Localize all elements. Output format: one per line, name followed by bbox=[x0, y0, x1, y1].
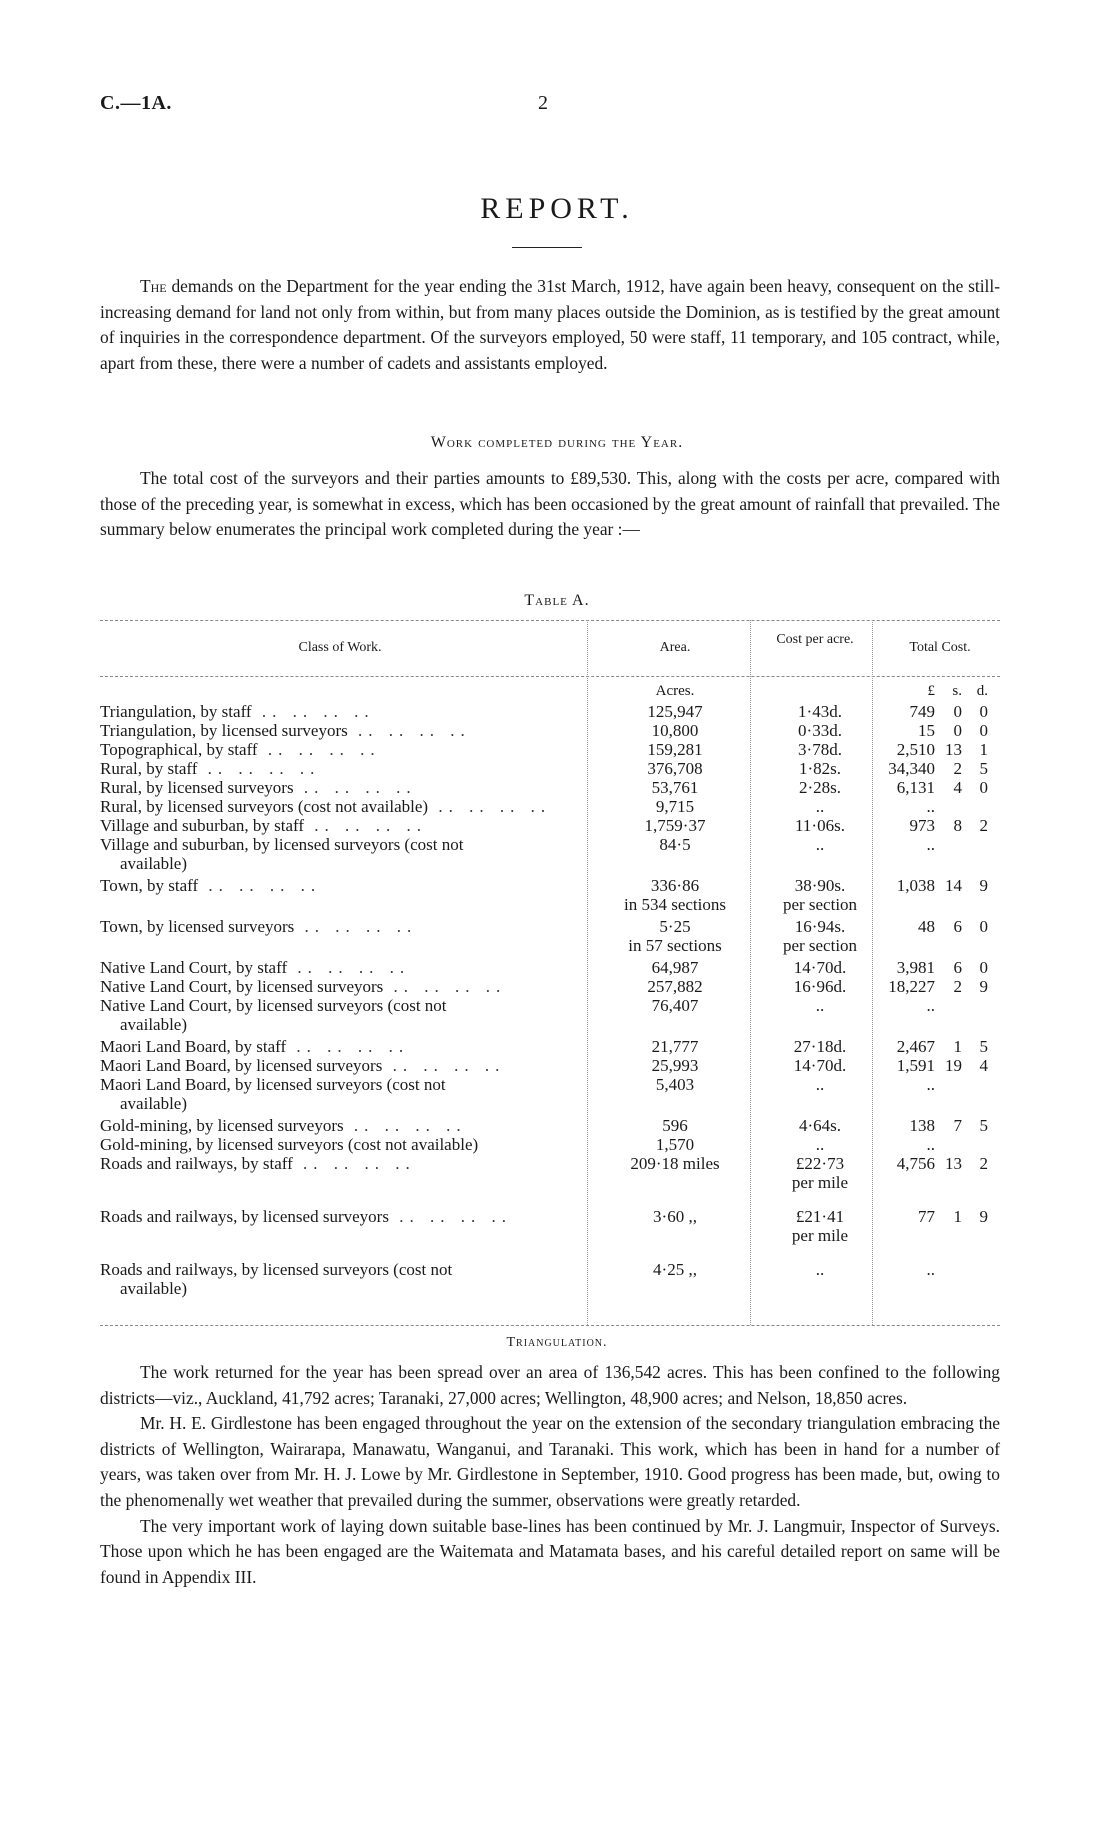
table-row-area: 376,708 bbox=[647, 759, 703, 778]
table-row-pence: 0 bbox=[979, 702, 988, 721]
page-number: 2 bbox=[538, 92, 548, 114]
table-row-class bbox=[100, 835, 580, 873]
class-of-work-continuation: available) bbox=[120, 854, 188, 873]
table-row-shillings: 19 bbox=[945, 1056, 962, 1075]
leader-dots: .. .. .. .. bbox=[251, 702, 375, 721]
table-row-pence: 4 bbox=[979, 1056, 988, 1075]
table-row-shillings: 0 bbox=[953, 721, 962, 740]
table-row-class bbox=[100, 1154, 580, 1173]
table-row-cost-note: per mile bbox=[791, 1226, 849, 1245]
table-row-pence: 5 bbox=[979, 1037, 988, 1056]
table-row-shillings: 0 bbox=[953, 702, 962, 721]
unit-pounds: £ bbox=[927, 683, 935, 699]
table-row-area: 257,882 bbox=[647, 977, 703, 996]
unit-pence: d. bbox=[976, 683, 988, 699]
class-of-work-text: Native Land Court, by licensed surveyors bbox=[100, 977, 384, 996]
table-row-pounds: 4,756 bbox=[896, 1154, 935, 1173]
table-row-pence: 0 bbox=[979, 917, 988, 936]
table-row-pounds: 3,981 bbox=[896, 958, 935, 977]
table-row-shillings: 1 bbox=[953, 1207, 962, 1226]
table-row-pounds: .. bbox=[926, 1135, 935, 1154]
class-of-work-text: Roads and railways, by licensed surveyors (cost not bbox=[100, 1260, 453, 1279]
table-row-pence: 0 bbox=[979, 958, 988, 977]
table-row-cost: 4·64s. bbox=[798, 1116, 842, 1135]
table-bottom-rule bbox=[100, 1325, 1000, 1326]
table-row-pence: 0 bbox=[979, 778, 988, 797]
class-of-work-text: Rural, by licensed surveyors bbox=[100, 778, 294, 797]
table-row-pounds: 48 bbox=[918, 917, 935, 936]
table-row-cost: .. bbox=[815, 1075, 825, 1094]
class-of-work-text: Native Land Court, by staff bbox=[100, 958, 288, 977]
table-row-class bbox=[100, 816, 580, 835]
table-row-area: 64,987 bbox=[651, 958, 699, 977]
table-row-area: 84·5 bbox=[659, 835, 691, 854]
leader-dots: .. .. .. .. bbox=[304, 816, 428, 835]
table-row-class bbox=[100, 917, 580, 936]
table-row-pounds: 138 bbox=[909, 1116, 935, 1135]
triangulation-paragraph: The very important work of laying down suitable base-lines has been continued by Mr. J. Langmuir, Inspector of Surveys. Those upon which he has been engaged are the Waitemata and Matamata bases, and his careful detailed report on same will be found in Appendix III. bbox=[100, 1515, 1000, 1587]
table-row-class bbox=[100, 702, 580, 721]
table-title: Table A. bbox=[524, 592, 590, 609]
table-row-class bbox=[100, 1116, 580, 1135]
class-of-work-text: Roads and railways, by licensed surveyors bbox=[100, 1207, 389, 1226]
table-row-pounds: 15 bbox=[918, 721, 935, 740]
table-row-shillings: 14 bbox=[945, 876, 962, 895]
class-of-work-text: Rural, by staff bbox=[100, 759, 198, 778]
header-cost-per-acre: Cost per acre. bbox=[776, 632, 854, 647]
intro-paragraph-block bbox=[100, 274, 1000, 376]
table-row-pounds: 973 bbox=[909, 816, 935, 835]
table-row-class bbox=[100, 759, 580, 778]
table-row-cost: .. bbox=[815, 835, 825, 854]
leader-dots: .. .. .. .. bbox=[293, 778, 417, 797]
table-row-pounds: 18,227 bbox=[888, 977, 935, 996]
table-row-area: 1,759·37 bbox=[644, 816, 706, 835]
leader-dots: .. .. .. .. bbox=[286, 1037, 410, 1056]
table-row-pence: 5 bbox=[979, 759, 988, 778]
table-row-class bbox=[100, 958, 580, 977]
table-row-pence: 2 bbox=[979, 816, 988, 835]
table-row-pounds: .. bbox=[926, 797, 935, 816]
table-row-cost-note: per section bbox=[782, 936, 858, 955]
header-class-of-work: Class of Work. bbox=[298, 640, 382, 655]
table-row-pounds: 749 bbox=[909, 702, 935, 721]
leader-dots: .. .. .. .. bbox=[343, 1116, 467, 1135]
class-of-work-text: Topographical, by staff bbox=[100, 740, 258, 759]
header-total-cost: Total Cost. bbox=[909, 640, 971, 655]
class-of-work-text: Native Land Court, by licensed surveyors (cost not bbox=[100, 996, 447, 1015]
table-row-area: 5·25 bbox=[659, 917, 691, 936]
intro-paragraph-text: demands on the Department for the year ending the 31st March, 1912, have again been heavy, consequent on the still-increasing demand for land not only from within, but from many places outside the Dominion, as is testified by the great amount of inquiries in the correspondence department. Of the surveyors employed, 50 were staff, 11 temporary, and 105 contract, while, apart from these, there were a number of cadets and assistants employed. bbox=[100, 276, 1000, 373]
table-header-rule bbox=[100, 676, 1000, 677]
class-of-work-text: Gold-mining, by licensed surveyors bbox=[100, 1116, 344, 1135]
table-row-pounds: 1,591 bbox=[896, 1056, 935, 1075]
class-of-work-text: Village and suburban, by licensed surveyors (cost not bbox=[100, 835, 464, 854]
table-row-cost: 38·90s. bbox=[794, 876, 846, 895]
triangulation-paragraph: The work returned for the year has been spread over an area of 136,542 acres. This has been confined to the following districts—viz., Auckland, 41,792 acres; Taranaki, 27,000 acres; Wellington, 48,900 acres; and Nelson, 18,850 acres. bbox=[100, 1362, 1000, 1408]
leader-dots: .. .. .. .. bbox=[388, 1207, 512, 1226]
table-row-cost: 2·28s. bbox=[798, 778, 842, 797]
table-row-shillings: 2 bbox=[953, 759, 962, 778]
table-row-class bbox=[100, 1207, 580, 1226]
table-row-pence: 9 bbox=[979, 876, 988, 895]
table-column-divider bbox=[587, 620, 588, 1325]
table-row-area: 1,570 bbox=[655, 1135, 695, 1154]
table-row-area: 4·25 ,, bbox=[653, 1260, 697, 1279]
table-row-area: 5,403 bbox=[655, 1075, 695, 1094]
table-row-class bbox=[100, 1135, 580, 1154]
table-row-area: 336·86 bbox=[650, 876, 700, 895]
table-row-class bbox=[100, 740, 580, 759]
table-row-shillings: 13 bbox=[945, 1154, 962, 1173]
table-row-area: 9,715 bbox=[655, 797, 695, 816]
unit-acres: Acres. bbox=[655, 683, 695, 699]
intro-paragraph bbox=[100, 274, 1000, 376]
table-row-area: 125,947 bbox=[647, 702, 703, 721]
table-row-cost: 14·70d. bbox=[793, 958, 847, 977]
work-paragraph-block bbox=[100, 466, 1000, 543]
work-completed-heading: Work completed during the Year. bbox=[430, 434, 684, 451]
table-row-pounds: 1,038 bbox=[896, 876, 935, 895]
table-row-area: 25,993 bbox=[651, 1056, 699, 1075]
table-row-class bbox=[100, 1260, 580, 1298]
class-of-work-text: Rural, by licensed surveyors (cost not available) bbox=[100, 797, 429, 816]
table-row-area: 596 bbox=[662, 1116, 688, 1135]
table-row-shillings: 6 bbox=[953, 917, 962, 936]
table-row-cost: 11·06s. bbox=[795, 816, 845, 835]
class-of-work-continuation: available) bbox=[120, 1015, 188, 1034]
table-row-cost: 1·82s. bbox=[798, 759, 842, 778]
unit-shillings: s. bbox=[952, 683, 962, 699]
table-row-class bbox=[100, 1037, 580, 1056]
leader-dots: .. .. .. .. bbox=[428, 797, 552, 816]
class-of-work-continuation: available) bbox=[120, 1279, 188, 1298]
table-row-area: 53,761 bbox=[651, 778, 699, 797]
table-row-class bbox=[100, 721, 580, 740]
table-row-cost-note: per section bbox=[782, 895, 858, 914]
leader-dots: .. .. .. .. bbox=[347, 721, 471, 740]
table-row-cost: .. bbox=[815, 996, 825, 1015]
table-row-pounds: .. bbox=[926, 1075, 935, 1094]
class-of-work-text: Town, by staff bbox=[100, 876, 199, 895]
table-row-cost: 27·18d. bbox=[793, 1037, 847, 1056]
table-row-class bbox=[100, 797, 580, 816]
class-of-work-text: Roads and railways, by staff bbox=[100, 1154, 293, 1173]
header-area: Area. bbox=[659, 640, 691, 655]
title-rule bbox=[512, 247, 582, 248]
table-row-area: 21,777 bbox=[651, 1037, 699, 1056]
table-row-cost: £21·41 bbox=[795, 1207, 845, 1226]
table-row-class bbox=[100, 996, 580, 1034]
table-row-pounds: .. bbox=[926, 835, 935, 854]
table-row-pence: 0 bbox=[979, 721, 988, 740]
leader-dots: .. .. .. .. bbox=[198, 876, 322, 895]
table-row-pence: 2 bbox=[979, 1154, 988, 1173]
table-row-cost: 16·96d. bbox=[793, 977, 847, 996]
table-row-shillings: 13 bbox=[945, 740, 962, 759]
table-row-pounds: 77 bbox=[918, 1207, 935, 1226]
table-top-rule bbox=[100, 620, 1000, 621]
table-row-pounds: .. bbox=[926, 996, 935, 1015]
table-row-class bbox=[100, 876, 580, 895]
table-row-pence: 9 bbox=[979, 977, 988, 996]
table-row-shillings: 4 bbox=[953, 778, 962, 797]
leader-dots: .. .. .. .. bbox=[287, 958, 411, 977]
table-row-class bbox=[100, 1056, 580, 1075]
class-of-work-text: Triangulation, by staff bbox=[100, 702, 252, 721]
table-column-divider bbox=[750, 620, 751, 1325]
table-row-pence: 9 bbox=[979, 1207, 988, 1226]
table-row-cost: .. bbox=[815, 797, 825, 816]
leader-dots: .. .. .. .. bbox=[294, 917, 418, 936]
table-row-class bbox=[100, 1075, 580, 1113]
class-of-work-text: Town, by licensed surveyors bbox=[100, 917, 295, 936]
table-row-class bbox=[100, 778, 580, 797]
table-row-area-note: in 534 sections bbox=[624, 895, 726, 914]
table-row-shillings: 7 bbox=[953, 1116, 962, 1135]
document-reference: C.—1A. bbox=[100, 92, 172, 114]
work-paragraph: The total cost of the surveyors and their parties amounts to £89,530. This, along with the costs per acre, compared with those of the preceding year, is somewhat in excess, which has been occasioned by the great amount of rainfall that prevailed. The summary below enumerates the principal work completed during the year :— bbox=[100, 468, 1000, 540]
table-row-cost-note: per mile bbox=[791, 1173, 849, 1192]
table-row-shillings: 2 bbox=[953, 977, 962, 996]
table-row-cost: .. bbox=[815, 1260, 825, 1279]
table-row-class bbox=[100, 977, 580, 996]
leader-dots: .. .. .. .. bbox=[382, 1056, 506, 1075]
table-row-pounds: 2,510 bbox=[896, 740, 935, 759]
table-row-cost: 14·70d. bbox=[793, 1056, 847, 1075]
triangulation-section bbox=[100, 1360, 1000, 1590]
table-row-pounds: 2,467 bbox=[896, 1037, 935, 1056]
class-of-work-text: Maori Land Board, by staff bbox=[100, 1037, 287, 1056]
table-row-shillings: 6 bbox=[953, 958, 962, 977]
table-row-pence: 5 bbox=[979, 1116, 988, 1135]
class-of-work-continuation: available) bbox=[120, 1094, 188, 1113]
table-row-area: 10,800 bbox=[651, 721, 699, 740]
table-row-area: 159,281 bbox=[647, 740, 703, 759]
report-title: REPORT. bbox=[480, 192, 634, 225]
class-of-work-text: Maori Land Board, by licensed surveyors (cost not bbox=[100, 1075, 446, 1094]
table-row-cost: .. bbox=[815, 1135, 825, 1154]
table-row-pounds: .. bbox=[926, 1260, 935, 1279]
table-row-cost: 0·33d. bbox=[798, 721, 842, 740]
class-of-work-text: Village and suburban, by staff bbox=[100, 816, 305, 835]
table-row-cost: 1·43d. bbox=[798, 702, 842, 721]
intro-lead-word: The bbox=[140, 276, 167, 296]
leader-dots: .. .. .. .. bbox=[197, 759, 321, 778]
table-row-cost: 16·94s. bbox=[794, 917, 846, 936]
table-row-pounds: 6,131 bbox=[896, 778, 935, 797]
table-row-area-note: in 57 sections bbox=[628, 936, 722, 955]
triangulation-heading: Triangulation. bbox=[506, 1335, 608, 1350]
leader-dots: .. .. .. .. bbox=[383, 977, 507, 996]
leader-dots: .. .. .. .. bbox=[257, 740, 381, 759]
table-row-pence: 1 bbox=[979, 740, 988, 759]
table-row-area: 209·18 miles bbox=[630, 1154, 720, 1173]
table-row-shillings: 8 bbox=[953, 816, 962, 835]
table-row-cost: 3·78d. bbox=[798, 740, 842, 759]
class-of-work-text: Maori Land Board, by licensed surveyors bbox=[100, 1056, 383, 1075]
table-row-cost: £22·73 bbox=[795, 1154, 845, 1173]
leader-dots: .. .. .. .. bbox=[292, 1154, 416, 1173]
table-row-area: 3·60 ,, bbox=[653, 1207, 697, 1226]
class-of-work-text: Triangulation, by licensed surveyors bbox=[100, 721, 348, 740]
table-row-area: 76,407 bbox=[651, 996, 699, 1015]
table-row-shillings: 1 bbox=[953, 1037, 962, 1056]
class-of-work-text: Gold-mining, by licensed surveyors (cost not available) bbox=[100, 1135, 479, 1154]
triangulation-paragraph: Mr. H. E. Girdlestone has been engaged throughout the year on the extension of the secondary triangulation embracing the districts of Wellington, Wairarapa, Manawatu, Wanganui, and Taranaki. This work, which has been in hand for a number of years, was taken over from Mr. H. J. Lowe by Mr. Girdlestone in September, 1910. Good progress has been made, but, owing to the phenomenally wet weather that prevailed during the summer, observations were greatly retarded. bbox=[100, 1413, 1000, 1510]
table-row-pounds: 34,340 bbox=[888, 759, 935, 778]
